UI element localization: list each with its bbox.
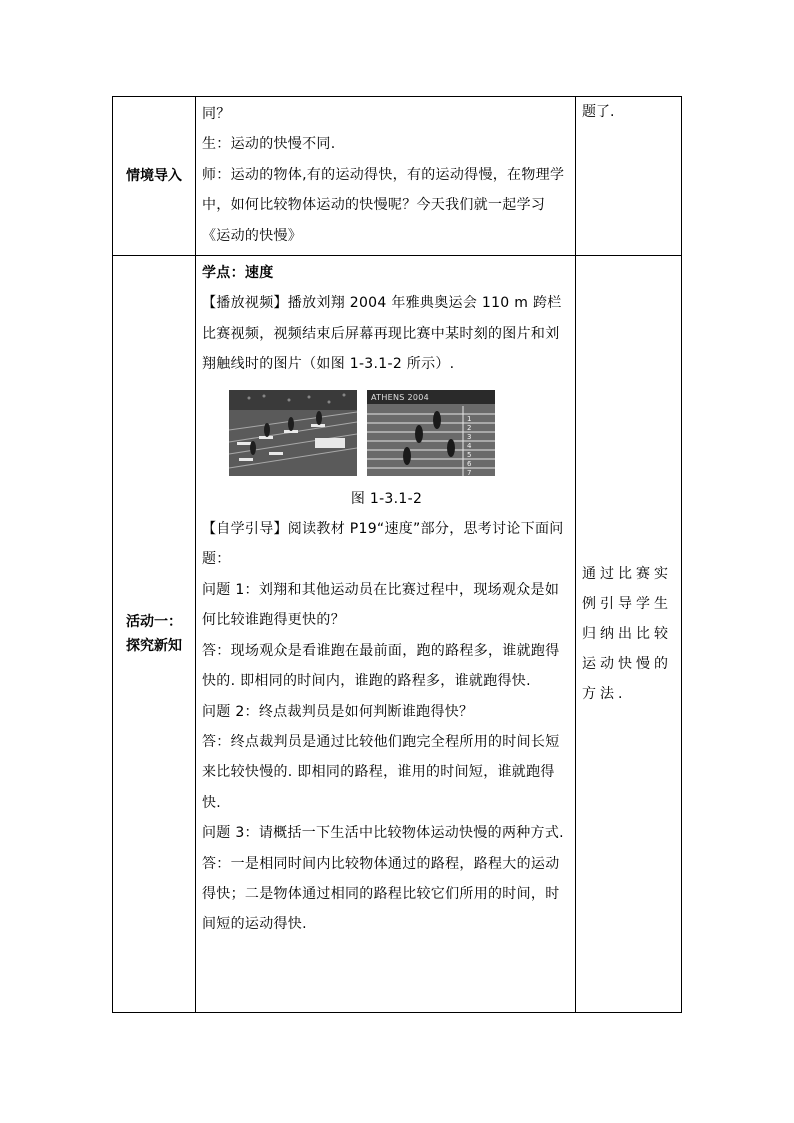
question-2: 问题 2：终点裁判员是如何判断谁跑得快？ (202, 703, 474, 720)
question-3: 问题 3：请概括一下生活中比较物体运动快慢的两种方式. (202, 825, 564, 842)
lane-2: 2 (467, 423, 472, 432)
lane-3: 3 (467, 432, 472, 441)
answer-2: 答：终点裁判员是通过比较他们跑完全程所用的时间长短来比较快慢的. 即相同的路程，谁用的时间短，谁就跑得快. (202, 733, 560, 811)
activity-content (196, 256, 576, 1013)
lane-6: 6 (467, 459, 472, 468)
finish-line-photo (367, 390, 495, 476)
self-study-guide: 【自学引导】阅读教材 P19“速度”部分，思考讨论下面问题： (202, 521, 564, 568)
row-label-activity (113, 256, 196, 1013)
answer-1: 答：现场观众是看谁跑在最前面，跑的路程多，谁就跑得快的. 即相同的时间内，谁跑的路程多，谁就跑得快. (202, 642, 560, 690)
note-text: 题了. (582, 104, 615, 120)
figure-caption: 图 1-3.1-2 (350, 490, 423, 507)
label-line-1: 活动一： (126, 614, 182, 631)
lane-5: 5 (467, 450, 472, 459)
video-intro: 【播放视频】播放刘翔 2004 年雅典奥运会 110 m 跨栏比赛视频，视频结束后屏幕再现比赛中某时刻的图片和刘翔触线时的图片（如图 1-3.1-2 所示）. (202, 295, 562, 373)
situation-note (576, 97, 682, 256)
lane-1: 1 (467, 414, 472, 423)
hurdles-race-photo (229, 390, 357, 476)
row-activity (113, 256, 682, 1013)
banner-text: ATHENS 2004 (371, 392, 430, 402)
lane-4: 4 (467, 441, 472, 450)
line-1: 同？ (202, 106, 231, 122)
situation-content (196, 97, 576, 256)
line-2: 生：运动的快慢不同. (202, 136, 336, 153)
question-1: 问题 1：刘翔和其他运动员在比赛过程中，现场观众是如何比较谁跑得更快的？ (202, 581, 560, 629)
section-heading: 学点：速度 (202, 265, 274, 282)
answer-3: 答：一是相同时间内比较物体通过的路程，路程大的运动得快；二是物体通过相同的路程比较它们所用的时间，时间短的运动得快. (202, 855, 560, 933)
lane-7: 7 (467, 468, 472, 476)
label-text: 情境导入 (126, 168, 182, 185)
row-situation (113, 97, 682, 256)
lesson-table (112, 96, 682, 1013)
row-label-situation (113, 97, 196, 256)
label-line-2: 探究新知 (126, 638, 182, 655)
activity-note (576, 256, 682, 1013)
figure-images (202, 380, 571, 484)
line-3: 师：运动的物体,有的运动得快，有的运动得慢，在物理学中，如何比较物体运动的快慢呢？今天我们就一起学习《运动的快慢》 (202, 166, 565, 244)
note-text: 通过比赛实例引导学生归纳出比较运动快慢的方法. (582, 566, 672, 703)
